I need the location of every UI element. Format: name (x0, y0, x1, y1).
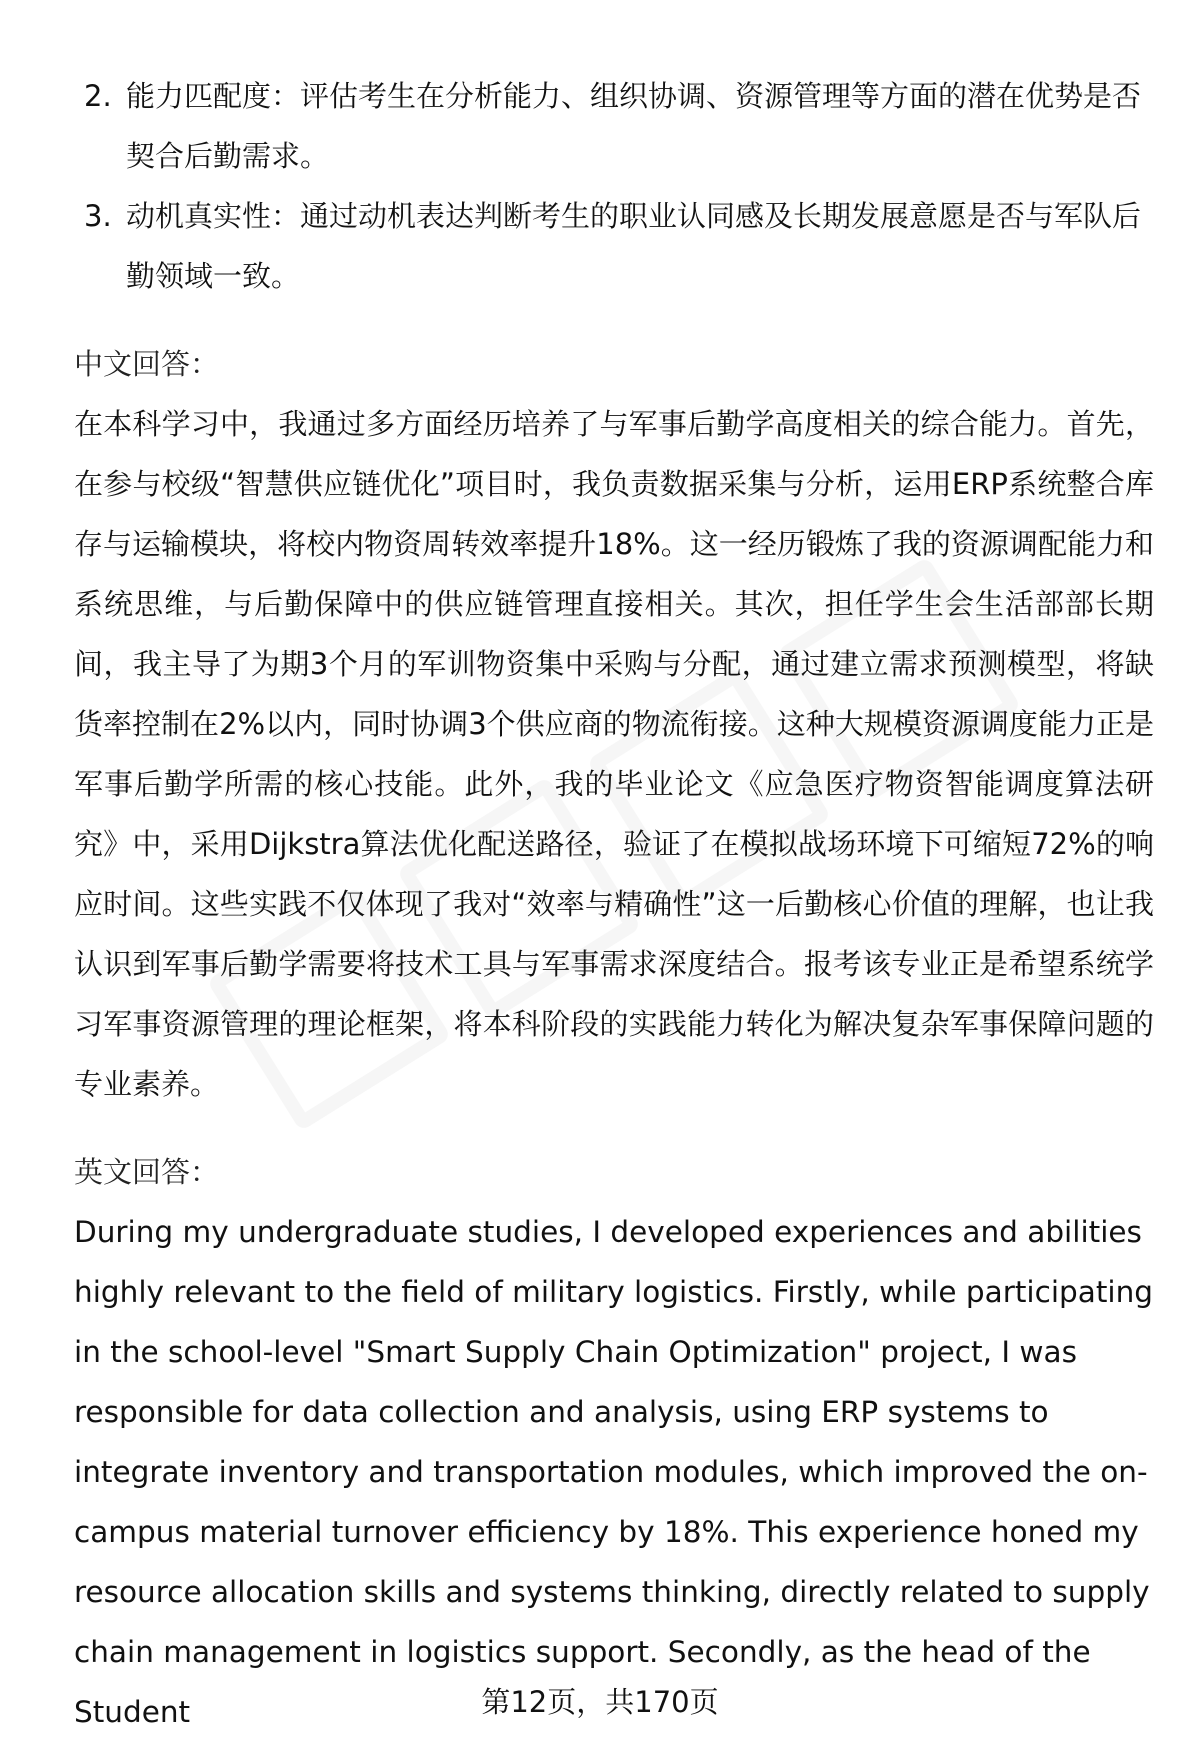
english-answer-label: 英文回答： (74, 1155, 220, 1189)
criteria-text: 动机真实性：通过动机表达判断考生的职业认同感及长期发展意愿是否与军队后勤领域一致。 (126, 199, 1142, 293)
criteria-text: 能力匹配度：评估考生在分析能力、组织协调、资源管理等方面的潜在优势是否契合后勤需求。 (126, 79, 1142, 173)
criteria-list (74, 66, 1154, 306)
criteria-number: 2. (84, 79, 112, 113)
chinese-answer-label: 中文回答： (74, 347, 220, 381)
criteria-number: 3. (84, 199, 112, 233)
spacer (74, 1114, 1154, 1142)
chinese-answer-text: 在本科学习中，我通过多方面经历培养了与军事后勤学高度相关的综合能力。首先，在参与校级“智慧供应链优化”项目时，我负责数据采集与分析，运用ERP系统整合库存与运输模块，将校内物资周转效率提升18%。这一经历锻炼了我的资源调配能力和系统思维，与后勤保障中的供应链管理直接相关。其次，担任学生会生活部部长期间，我主导了为期3个月的军训物资集中采购与分配，通过建立需求预测模型，将缺货率控制在2%以内，同时协调3个供应商的物流衔接。这种大规模资源调度能力正是军事后勤学所需的核心技能。此外，我的毕业论文《应急医疗物资智能调度算法研究》中，采用Dijkstra算法优化配送路径，验证了在模拟战场环境下可缩短72%的响应时间。这些实践不仅体现了我对“效率与精确性”这一后勤核心价值的理解，也让我认识到军事后勤学需要将技术工具与军事需求深度结合。报考该专业正是希望系统学习军事资源管理的理论框架，将本科阶段的实践能力转化为解决复杂军事保障问题的专业素养。 (74, 407, 1154, 1101)
page-footer: 第12页，共170页 (481, 1685, 719, 1719)
criteria-item (74, 186, 1154, 306)
english-answer-text: During my undergraduate studies, I developed experiences and abilities highly relevant to the field of military logistics. Firstly, while participating in the school-level "Smart Supply Chain Optimization" project, I was responsible for data collection and analysis, using ERP systems to integrate inventory and transportation modules, which improved the on-campus material turnover efficiency by 18%. This experience honed my resource allocation skills and systems thinking, directly related to supply chain management in logistics support. Secondly, as the head of the Student (74, 1215, 1154, 1729)
criteria-item (74, 66, 1154, 186)
spacer (74, 306, 1154, 334)
document-page (74, 66, 1154, 1742)
